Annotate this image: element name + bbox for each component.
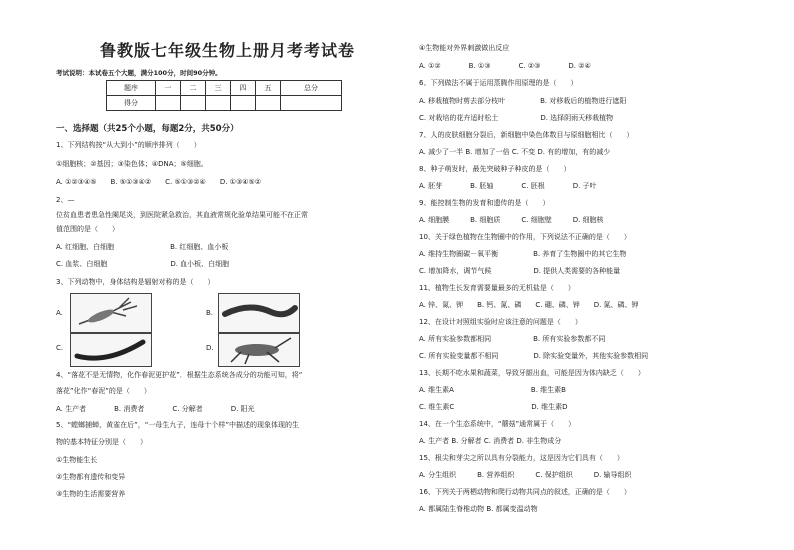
score-blank-cell[interactable] [231, 96, 256, 111]
earthworm-image [218, 293, 300, 333]
question-item: ③生物的生活需要营养 [56, 490, 126, 498]
leech-image [70, 333, 152, 367]
question-text: 物的基本特征分别是（ ） [56, 438, 147, 446]
question-option: A. 维持生物圈碳－氧平衡 B. 养育了生物圈中的其它生物 [419, 250, 627, 258]
question-option: A. ①②③④⑤ B. ⑤①③④② C. ⑤①③②④ D. ①③④⑤② [56, 178, 262, 186]
question-option: C. 维生素C D. 维生素D [419, 403, 568, 411]
question-text: 13、长期不吃水果和蔬菜，导致牙龈出血，可能是因为体内缺乏（ ） [419, 369, 645, 377]
score-header-cell: 题序 [107, 81, 156, 96]
question-option: C. 血浆、白细胞 D. 血小板、白细胞 [56, 260, 230, 268]
score-table [106, 80, 342, 111]
option-label: B. [206, 309, 214, 317]
score-header-cell: 总分 [281, 81, 342, 96]
option-label: A. [56, 309, 63, 317]
score-header-cell: 四 [231, 81, 256, 96]
question-option: A. 维生素A B. 维生素B [419, 386, 566, 394]
question-text: 5、“螳螂捕蝉，黄雀在后”，“一母生九子，连母十个样”中描述的现象体现的生 [56, 421, 299, 429]
question-item: ①生物能生长 [56, 456, 98, 464]
score-header-cell: 五 [256, 81, 281, 96]
score-blank-cell[interactable] [206, 96, 231, 111]
question-item: ④生物能对外界刺激做出反应 [419, 44, 510, 52]
question-text: 15、根尖和芽尖之所以具有分裂能力，这是因为它们具有（ ） [419, 454, 624, 462]
question-text: 3、下列动物中，身体结构是辐射对称的是（ ） [56, 278, 215, 286]
question-text: 1、下列结构按“从大到小”的顺序排列（ ） [56, 141, 201, 149]
question-item: ②生物都有遗传和变异 [56, 473, 126, 481]
page-title: 鲁教版七年级生物上册月考考试卷 [100, 41, 356, 60]
score-header-cell: 一 [156, 81, 181, 96]
question-text: 9、能控制生物的发育和遗传的是（ ） [419, 199, 550, 207]
question-option: A. 细胞膜 B. 细胞质 C. 细胞壁 D. 细胞核 [419, 216, 604, 224]
question-text: 7、人的皮肤细胞分裂后，新细胞中染色体数目与原细胞相比（ ） [419, 131, 634, 139]
score-header-cell: 三 [206, 81, 231, 96]
question-option: C. 对栽培的花卉适时松土 D. 选择阴雨天移栽植物 [419, 114, 614, 122]
question-text: ①细胞核；②基因；③染色体；④DNA；⑤细胞。 [56, 160, 208, 168]
hydra-image [70, 293, 152, 333]
question-option: A. 生产者 B. 消费者 C. 分解者 D. 阳光 [56, 405, 255, 413]
question-text: 4、“落花不是无情物，化作春泥更护花”．根据生态系统各成分的功能可知，将“ [56, 371, 303, 379]
question-option: A. 生产者 B. 分解者 C. 消费者 D. 非生物成分 [419, 437, 562, 445]
score-header-cell: 二 [181, 81, 206, 96]
option-label: D. [206, 344, 214, 352]
score-blank-cell[interactable] [256, 96, 281, 111]
question-text: 11、植物生长发育需要量最多的无机盐是（ ） [419, 284, 575, 292]
question-text: 落花”化作“春泥”的是（ ） [56, 387, 151, 395]
question-option: A. 所有实验参数都相同 B. 所有实验参数都不同 [419, 335, 606, 343]
score-row-label: 得分 [107, 96, 156, 111]
question-option: A. 红细胞、白细胞 B. 红细胞、血小板 [56, 243, 229, 251]
question-option: A. 移栽植物时剪去部分枝叶 B. 对移栽后的植物进行遮阳 [419, 97, 627, 105]
section-heading: 一、选择题（共25个小题，每题2分，共50分） [56, 124, 239, 134]
question-option: A. 分生组织 B. 营养组织 C. 保护组织 D. 输导组织 [419, 471, 632, 479]
locust-image [218, 333, 300, 367]
question-text: 12、在设计对照组实验时应该注意的问题是（ ） [419, 318, 582, 326]
question-option: C. 增加降水，调节气候 D. 提供人类需要的各种能量 [419, 267, 621, 275]
score-blank-cell[interactable] [181, 96, 206, 111]
question-text: 值范围的是（ ） [56, 225, 119, 233]
question-text: 14、在一个生态系统中，“蘑菇”通常属于（ ） [419, 420, 576, 428]
question-text: 位贫血患者患急性阑尾炎，到医院紧急救治，其血液常规化验单结果可能不在正常 [56, 211, 308, 219]
question-option: A. 减少了一半 B. 增加了一倍 C. 不变 D. 有的增加，有的减少 [419, 148, 611, 156]
question-text: 10、关于绿色植物在生物圈中的作用，下列说法不正确的是（ ） [419, 233, 631, 241]
question-option: C. 所有实验变量都不相同 D. 除实验变量外，其他实验参数相同 [419, 352, 649, 360]
exam-notice: 考试说明：本试卷五个大题，满分100分，时间90分钟。 [56, 69, 222, 77]
question-option: A. 胚芽 B. 胚轴 C. 胚根 D. 子叶 [419, 182, 597, 190]
score-blank-cell[interactable] [281, 96, 342, 111]
question-text: 6、下列做法不属于运用蒸腾作用原理的是（ ） [419, 79, 578, 87]
question-text: 16、下列关于两栖动物和爬行动物共同点的叙述，正确的是（ ） [419, 488, 631, 496]
score-blank-cell[interactable] [156, 96, 181, 111]
option-label: C. [56, 344, 64, 352]
question-option: A. 都属陆生脊椎动物 B. 都属变温动物 [419, 505, 538, 513]
question-text: 8、种子萌发时，最先突破种子种皮的是（ ） [419, 165, 571, 173]
question-option: A. 锌、氮、钾 B. 钙、氮、磷 C. 硼、磷、钾 D. 氮、磷、钾 [419, 301, 639, 309]
question-option: A. ①② B. ①③ C. ②③ D. ②④ [419, 62, 591, 70]
question-text: 2、— [56, 196, 75, 204]
